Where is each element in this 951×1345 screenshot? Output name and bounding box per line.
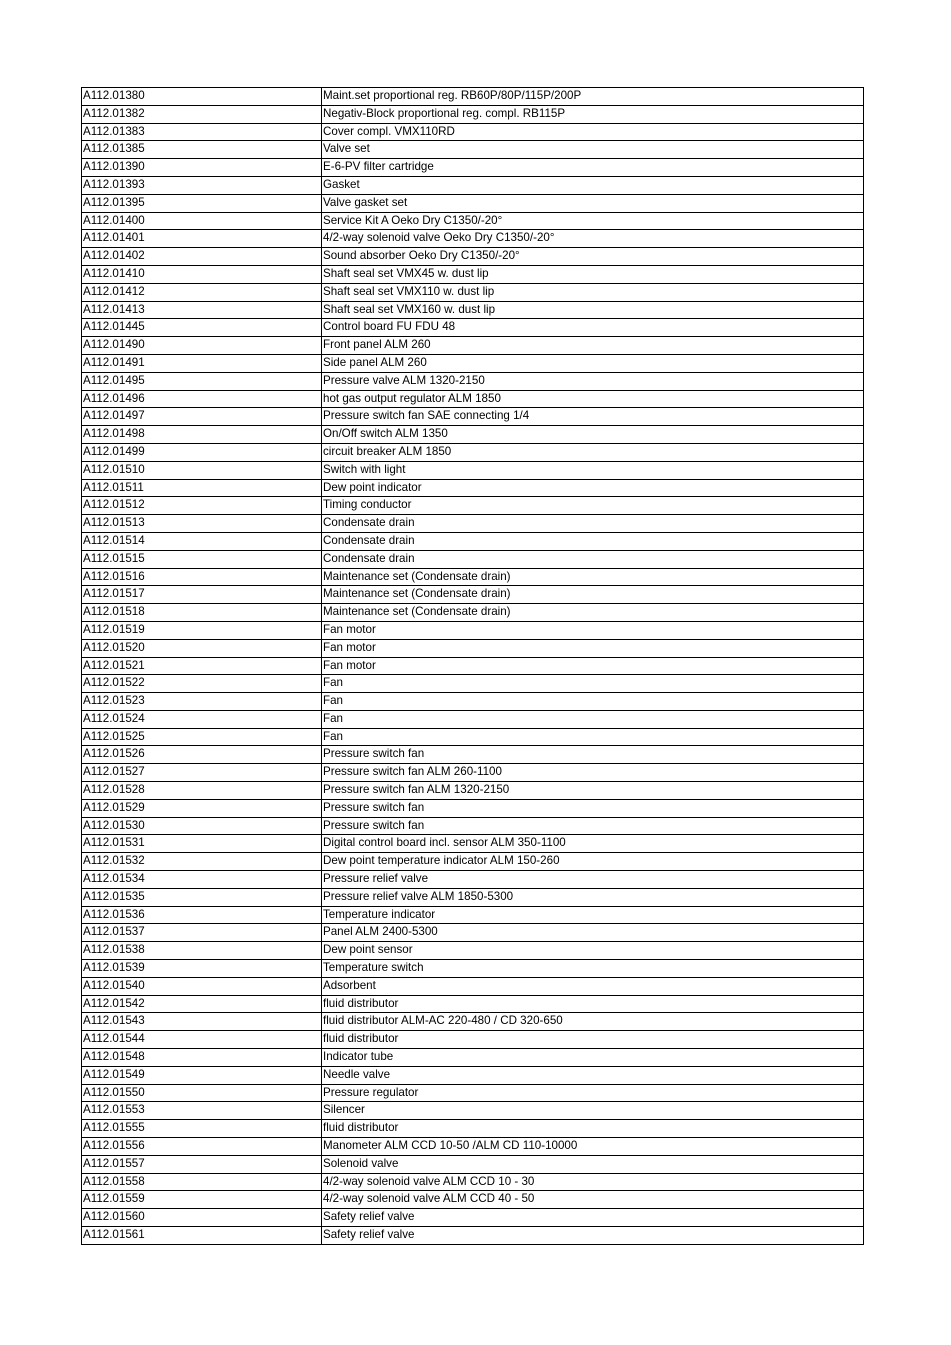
part-description-cell: Panel ALM 2400-5300 [322,924,864,942]
part-number-cell: A112.01526 [82,746,322,764]
part-description-cell: Fan [322,675,864,693]
table-row [82,764,864,782]
table-row [82,604,864,622]
part-description-cell: Shaft seal set VMX160 w. dust lip [322,301,864,319]
table-row [82,1155,864,1173]
table-row [82,586,864,604]
part-description-cell: On/Off switch ALM 1350 [322,426,864,444]
part-description-cell: Safety relief valve [322,1209,864,1227]
table-row [82,1173,864,1191]
part-description-cell: Pressure regulator [322,1084,864,1102]
part-number-cell: A112.01555 [82,1120,322,1138]
part-number-cell: A112.01525 [82,728,322,746]
table-row [82,675,864,693]
part-number-cell: A112.01410 [82,265,322,283]
table-row [82,693,864,711]
part-description-cell: Fan motor [322,621,864,639]
part-number-cell: A112.01491 [82,354,322,372]
part-number-cell: A112.01537 [82,924,322,942]
table-row [82,212,864,230]
part-number-cell: A112.01520 [82,639,322,657]
part-description-cell: Cover compl. VMX110RD [322,123,864,141]
part-number-cell: A112.01390 [82,159,322,177]
parts-table-body [82,88,864,1245]
part-description-cell: Dew point indicator [322,479,864,497]
part-number-cell: A112.01499 [82,443,322,461]
part-number-cell: A112.01495 [82,372,322,390]
part-number-cell: A112.01553 [82,1102,322,1120]
parts-list-sheet [81,87,863,1245]
table-row [82,550,864,568]
part-description-cell: Fan [322,710,864,728]
parts-table [81,87,864,1245]
part-description-cell: Pressure switch fan [322,746,864,764]
table-row [82,337,864,355]
part-description-cell: Fan [322,728,864,746]
part-number-cell: A112.01516 [82,568,322,586]
part-description-cell: Maint.set proportional reg. RB60P/80P/115P/200P [322,88,864,106]
part-description-cell: Condensate drain [322,515,864,533]
part-description-cell: Silencer [322,1102,864,1120]
table-row [82,621,864,639]
part-description-cell: Pressure valve ALM 1320-2150 [322,372,864,390]
part-number-cell: A112.01549 [82,1066,322,1084]
table-row [82,479,864,497]
table-row [82,426,864,444]
part-description-cell: Sound absorber Oeko Dry C1350/-20° [322,248,864,266]
table-row [82,497,864,515]
part-description-cell: Pressure switch fan ALM 260-1100 [322,764,864,782]
part-number-cell: A112.01412 [82,283,322,301]
part-number-cell: A112.01521 [82,657,322,675]
part-number-cell: A112.01400 [82,212,322,230]
part-number-cell: A112.01531 [82,835,322,853]
part-number-cell: A112.01544 [82,1031,322,1049]
part-number-cell: A112.01538 [82,942,322,960]
part-description-cell: Manometer ALM CCD 10-50 /ALM CD 110-10000 [322,1138,864,1156]
part-description-cell: Digital control board incl. sensor ALM 350-1100 [322,835,864,853]
part-number-cell: A112.01560 [82,1209,322,1227]
table-row [82,88,864,106]
table-row [82,1138,864,1156]
part-description-cell: Adsorbent [322,977,864,995]
part-number-cell: A112.01498 [82,426,322,444]
part-description-cell: fluid distributor [322,1120,864,1138]
part-number-cell: A112.01530 [82,817,322,835]
part-description-cell: Pressure switch fan ALM 1320-2150 [322,782,864,800]
part-description-cell: Pressure switch fan SAE connecting 1/4 [322,408,864,426]
part-number-cell: A112.01402 [82,248,322,266]
part-description-cell: Maintenance set (Condensate drain) [322,604,864,622]
part-number-cell: A112.01385 [82,141,322,159]
table-row [82,657,864,675]
table-row [82,1209,864,1227]
table-row [82,1049,864,1067]
part-description-cell: fluid distributor [322,1031,864,1049]
part-number-cell: A112.01515 [82,550,322,568]
part-description-cell: Indicator tube [322,1049,864,1067]
part-number-cell: A112.01557 [82,1155,322,1173]
part-number-cell: A112.01556 [82,1138,322,1156]
table-row [82,1102,864,1120]
table-row [82,710,864,728]
part-number-cell: A112.01413 [82,301,322,319]
table-row [82,995,864,1013]
part-number-cell: A112.01561 [82,1227,322,1245]
part-description-cell: Maintenance set (Condensate drain) [322,586,864,604]
table-row [82,105,864,123]
table-row [82,871,864,889]
table-row [82,123,864,141]
table-row [82,1227,864,1245]
table-row [82,176,864,194]
part-description-cell: Dew point temperature indicator ALM 150-260 [322,853,864,871]
table-row [82,515,864,533]
part-number-cell: A112.01529 [82,799,322,817]
table-row [82,853,864,871]
table-row [82,1191,864,1209]
table-row [82,301,864,319]
part-number-cell: A112.01490 [82,337,322,355]
part-description-cell: 4/2-way solenoid valve ALM CCD 40 - 50 [322,1191,864,1209]
table-row [82,639,864,657]
table-row [82,319,864,337]
table-row [82,960,864,978]
part-number-cell: A112.01517 [82,586,322,604]
part-description-cell: Side panel ALM 260 [322,354,864,372]
part-number-cell: A112.01511 [82,479,322,497]
part-description-cell: Pressure switch fan [322,799,864,817]
table-row [82,835,864,853]
part-description-cell: Valve set [322,141,864,159]
part-description-cell: Temperature switch [322,960,864,978]
part-number-cell: A112.01539 [82,960,322,978]
part-description-cell: Pressure switch fan [322,817,864,835]
part-description-cell: Valve gasket set [322,194,864,212]
table-row [82,461,864,479]
part-number-cell: A112.01543 [82,1013,322,1031]
part-description-cell: Pressure relief valve [322,871,864,889]
part-number-cell: A112.01535 [82,888,322,906]
part-description-cell: Timing conductor [322,497,864,515]
part-number-cell: A112.01393 [82,176,322,194]
part-number-cell: A112.01514 [82,532,322,550]
table-row [82,230,864,248]
part-number-cell: A112.01527 [82,764,322,782]
part-number-cell: A112.01532 [82,853,322,871]
table-row [82,1084,864,1102]
part-number-cell: A112.01512 [82,497,322,515]
table-row [82,283,864,301]
part-description-cell: Gasket [322,176,864,194]
part-number-cell: A112.01382 [82,105,322,123]
table-row [82,977,864,995]
part-number-cell: A112.01518 [82,604,322,622]
part-description-cell: Condensate drain [322,532,864,550]
part-description-cell: Maintenance set (Condensate drain) [322,568,864,586]
part-description-cell: Temperature indicator [322,906,864,924]
part-number-cell: A112.01519 [82,621,322,639]
table-row [82,568,864,586]
part-description-cell: Condensate drain [322,550,864,568]
table-row [82,265,864,283]
part-number-cell: A112.01558 [82,1173,322,1191]
table-row [82,1066,864,1084]
part-number-cell: A112.01401 [82,230,322,248]
table-row [82,408,864,426]
part-description-cell: 4/2-way solenoid valve Oeko Dry C1350/-20° [322,230,864,248]
part-number-cell: A112.01550 [82,1084,322,1102]
part-description-cell: Negativ-Block proportional reg. compl. RB115P [322,105,864,123]
part-number-cell: A112.01523 [82,693,322,711]
part-description-cell: Safety relief valve [322,1227,864,1245]
table-row [82,1120,864,1138]
part-description-cell: circuit breaker ALM 1850 [322,443,864,461]
table-row [82,141,864,159]
part-description-cell: Fan motor [322,639,864,657]
table-row [82,1031,864,1049]
table-row [82,372,864,390]
part-number-cell: A112.01445 [82,319,322,337]
table-row [82,248,864,266]
part-description-cell: Control board FU FDU 48 [322,319,864,337]
part-description-cell: fluid distributor ALM-AC 220-480 / CD 320-650 [322,1013,864,1031]
part-number-cell: A112.01513 [82,515,322,533]
part-description-cell: Shaft seal set VMX110 w. dust lip [322,283,864,301]
part-description-cell: Fan [322,693,864,711]
table-row [82,390,864,408]
part-description-cell: Service Kit A Oeko Dry C1350/-20° [322,212,864,230]
part-description-cell: Shaft seal set VMX45 w. dust lip [322,265,864,283]
table-row [82,782,864,800]
part-number-cell: A112.01522 [82,675,322,693]
table-row [82,194,864,212]
part-number-cell: A112.01380 [82,88,322,106]
part-number-cell: A112.01395 [82,194,322,212]
table-row [82,888,864,906]
part-description-cell: Fan motor [322,657,864,675]
part-description-cell: Dew point sensor [322,942,864,960]
part-number-cell: A112.01524 [82,710,322,728]
part-number-cell: A112.01536 [82,906,322,924]
part-description-cell: Switch with light [322,461,864,479]
table-row [82,443,864,461]
part-number-cell: A112.01496 [82,390,322,408]
table-row [82,159,864,177]
part-description-cell: fluid distributor [322,995,864,1013]
table-row [82,817,864,835]
table-row [82,906,864,924]
table-row [82,532,864,550]
part-number-cell: A112.01497 [82,408,322,426]
part-number-cell: A112.01548 [82,1049,322,1067]
table-row [82,942,864,960]
part-description-cell: Pressure relief valve ALM 1850-5300 [322,888,864,906]
part-description-cell: 4/2-way solenoid valve ALM CCD 10 - 30 [322,1173,864,1191]
part-description-cell: Solenoid valve [322,1155,864,1173]
part-number-cell: A112.01542 [82,995,322,1013]
part-description-cell: Front panel ALM 260 [322,337,864,355]
part-number-cell: A112.01383 [82,123,322,141]
table-row [82,728,864,746]
part-number-cell: A112.01510 [82,461,322,479]
part-number-cell: A112.01528 [82,782,322,800]
part-number-cell: A112.01534 [82,871,322,889]
table-row [82,924,864,942]
table-row [82,799,864,817]
part-description-cell: Needle valve [322,1066,864,1084]
table-row [82,354,864,372]
table-row [82,1013,864,1031]
part-number-cell: A112.01559 [82,1191,322,1209]
part-description-cell: E-6-PV filter cartridge [322,159,864,177]
part-number-cell: A112.01540 [82,977,322,995]
part-description-cell: hot gas output regulator ALM 1850 [322,390,864,408]
table-row [82,746,864,764]
